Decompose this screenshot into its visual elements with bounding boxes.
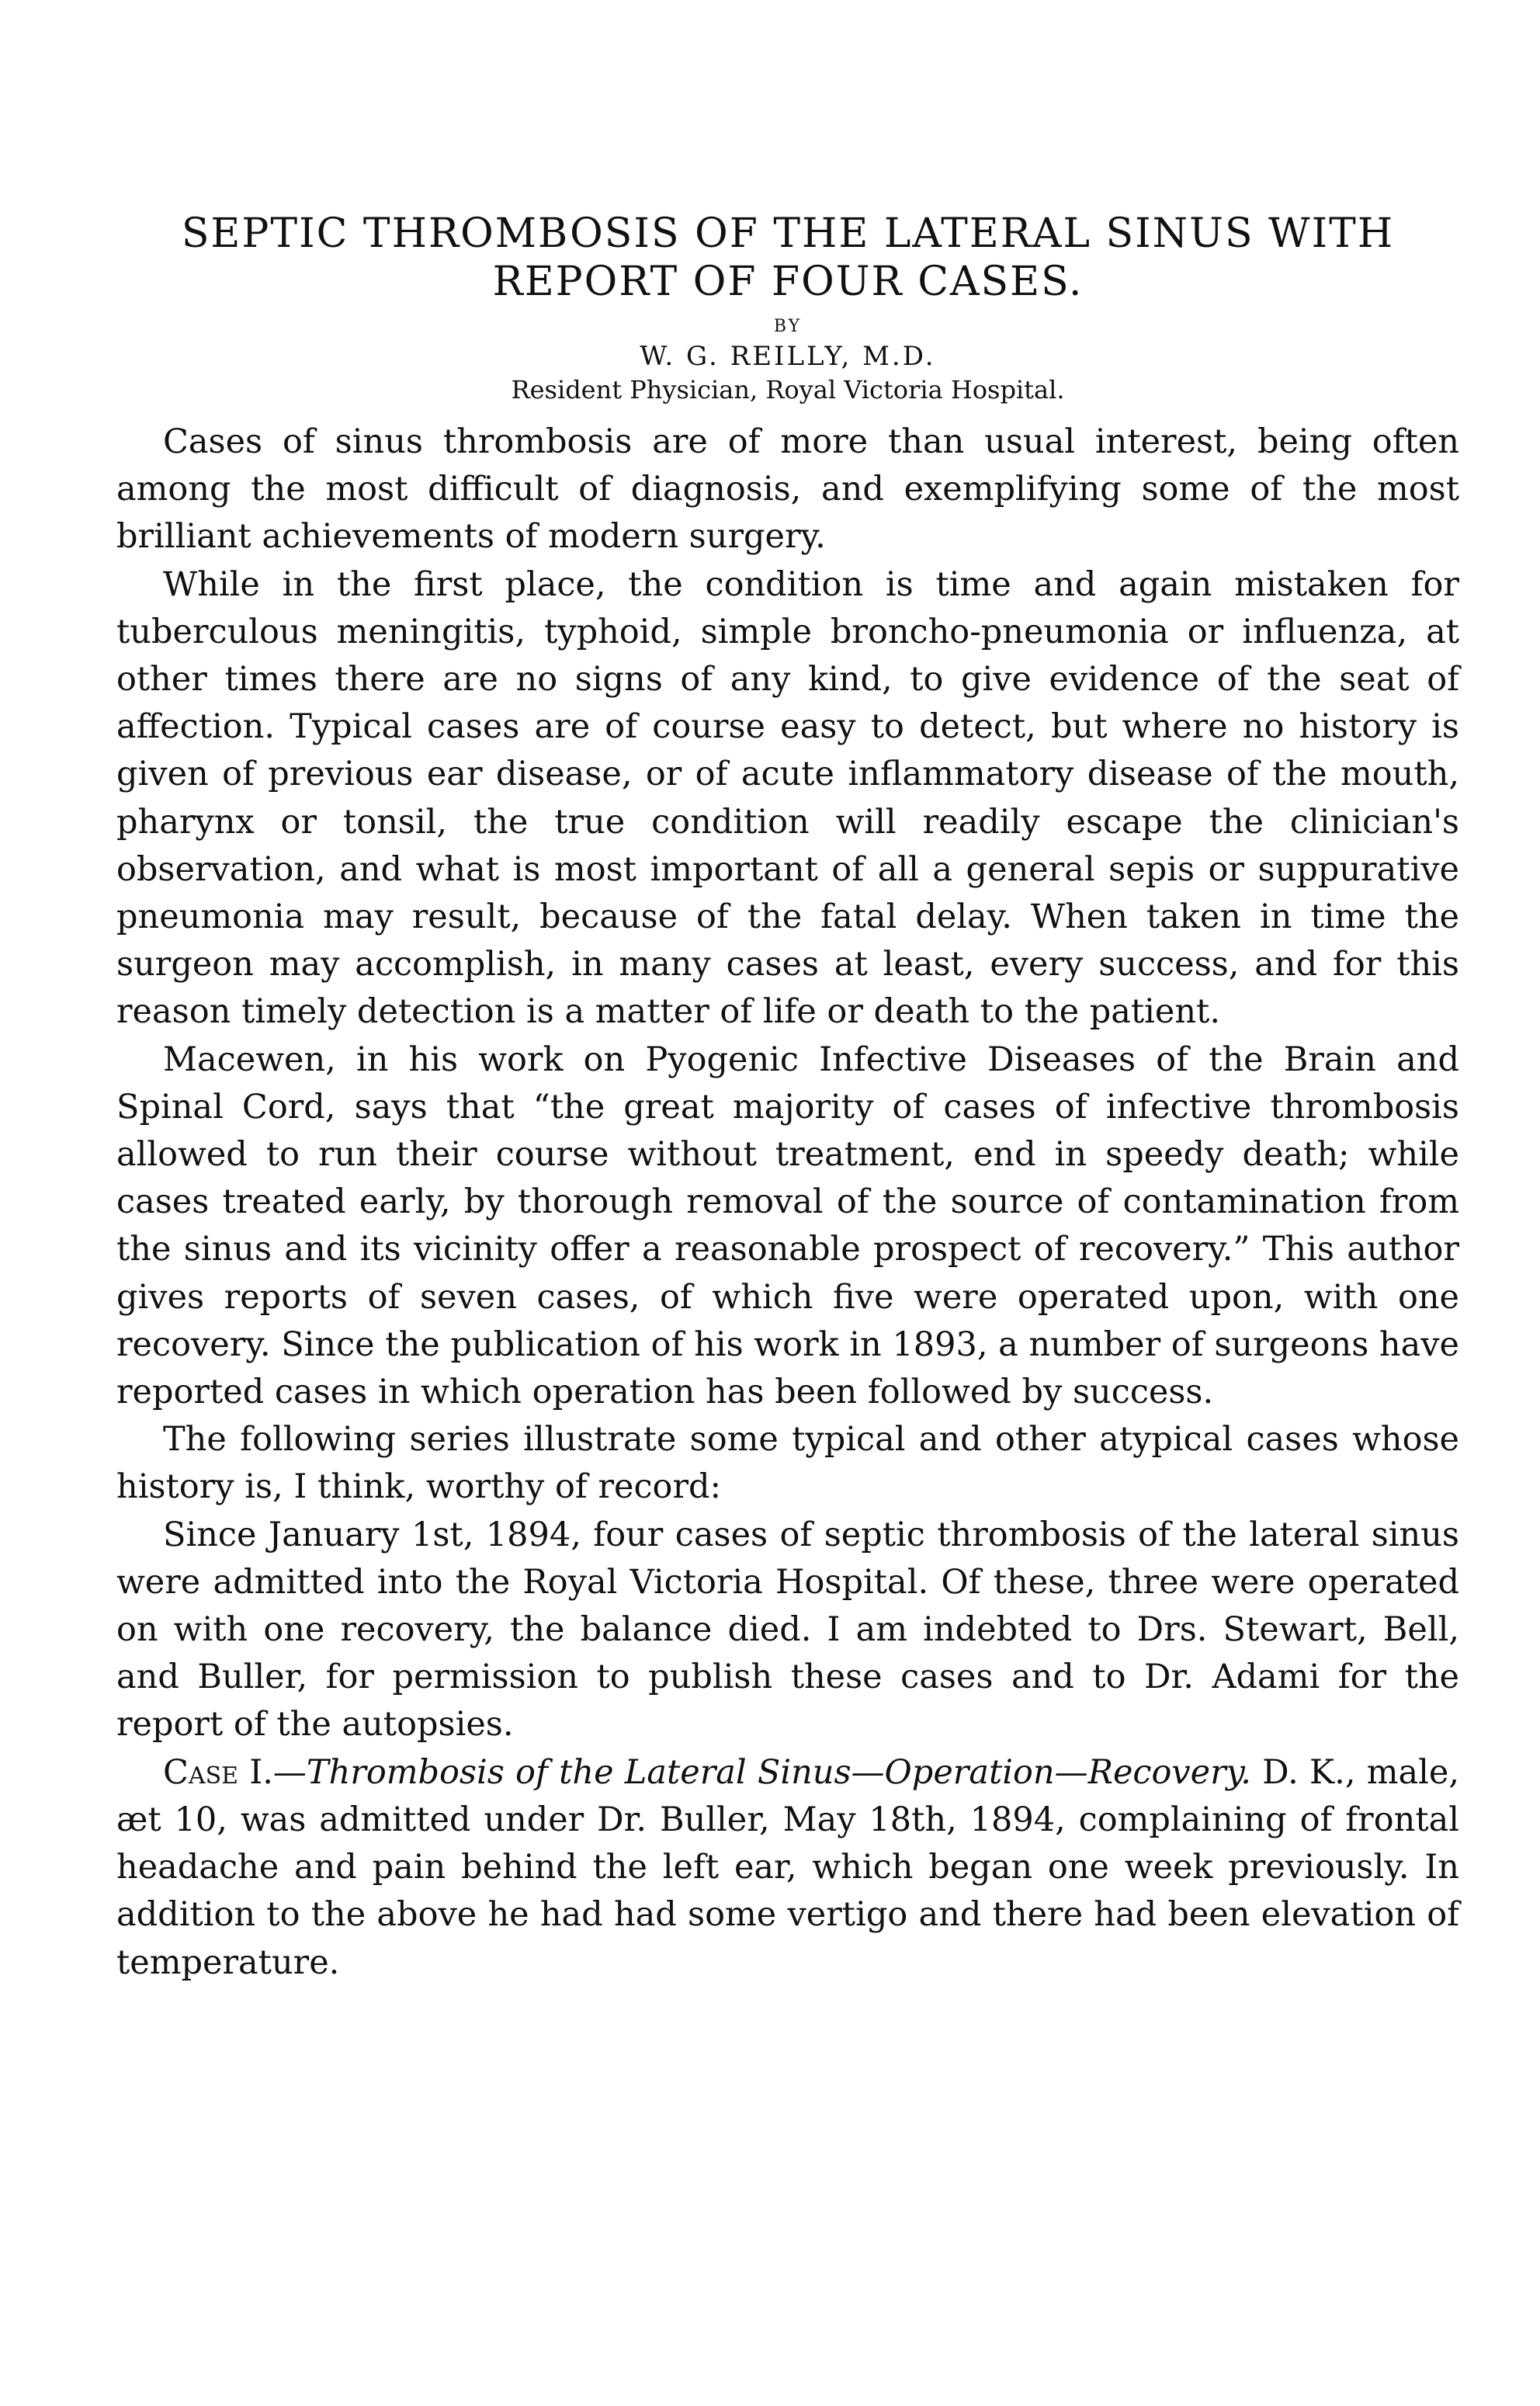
author-affiliation: Resident Physician, Royal Victoria Hospital. xyxy=(511,375,1065,404)
author-name: W. G. REILLY, M.D. xyxy=(640,341,936,372)
paragraph-case-1 xyxy=(116,1749,1459,1987)
case-1-text: D. K., male, æt 10, was admitted under Dr. Buller, May 18th, 1894, complaining of frontal headache and pain behind the left ear, which began one week previously. In addition to the above he had had some vertigo and there had been elevation of temperature. xyxy=(116,1752,1460,1982)
byline-by: BY xyxy=(773,317,803,336)
paragraph-intro: Cases of sinus thrombosis are of more than usual interest, being often among the most difficult of diagnosis, and exemplifying some of the most brilliant achievements of modern surgery. xyxy=(116,422,1459,557)
paragraph-macewen: Macewen, in his work on Pyogenic Infective Diseases of the Brain and Spinal Cord, says that “the great majority of cases of infective thrombosis allowed to run their course without treatment, end in speedy death; while cases treated early, by thorough removal of the source of contamination from the sinus and its vicinity offer a reasonable prospect of recovery.” This author gives reports of seven cases, of which five were operated upon, with one recovery. Since the publication of his work in 1893, a number of surgeons have reported cases in which operation has been followed by success. xyxy=(116,1040,1459,1412)
article-title-line-1: SEPTIC THROMBOSIS OF THE LATERAL SINUS WITH xyxy=(181,210,1395,257)
case-1-label: Case I. xyxy=(163,1752,273,1792)
paragraph-admissions: Since January 1st, 1894, four cases of septic thrombosis of the lateral sinus were admitted into the Royal Victoria Hospital. Of these, three were operated on with one recovery, the balance died. I am indebted to Drs. Stewart, Bell, and Buller, for permission to publish these cases and to Dr. Adami for the report of the autopsies. xyxy=(116,1515,1459,1745)
article-title xyxy=(116,210,1459,306)
document-page xyxy=(116,210,1459,1987)
article-title-line-2: REPORT OF FOUR CASES. xyxy=(492,259,1084,305)
paragraph-diagnosis: While in the first place, the condition is time and again mistaken for tuberculous meningitis, typhoid, simple broncho-pneumonia or influenza, at other times there are no signs of any kind, to give evidence of the seat of affection. Typical cases are of course easy to detect, but where no history is given of previous ear disease, or of acute inflammatory disease of the mouth, pharynx or tonsil, the true condition will readily escape the clinician's observation, and what is most important of all a general sepis or suppurative pneumonia may result, because of the fatal delay. When taken in time the surgeon may accomplish, in many cases at least, every success, and for this reason timely detection is a matter of life or death to the patient. xyxy=(116,564,1459,1032)
case-1-title: —Thrombosis of the Lateral Sinus—Operation—Recovery. xyxy=(272,1752,1251,1792)
paragraph-series: The following series illustrate some typical and other atypical cases whose history is, I think, worthy of record: xyxy=(116,1420,1459,1507)
